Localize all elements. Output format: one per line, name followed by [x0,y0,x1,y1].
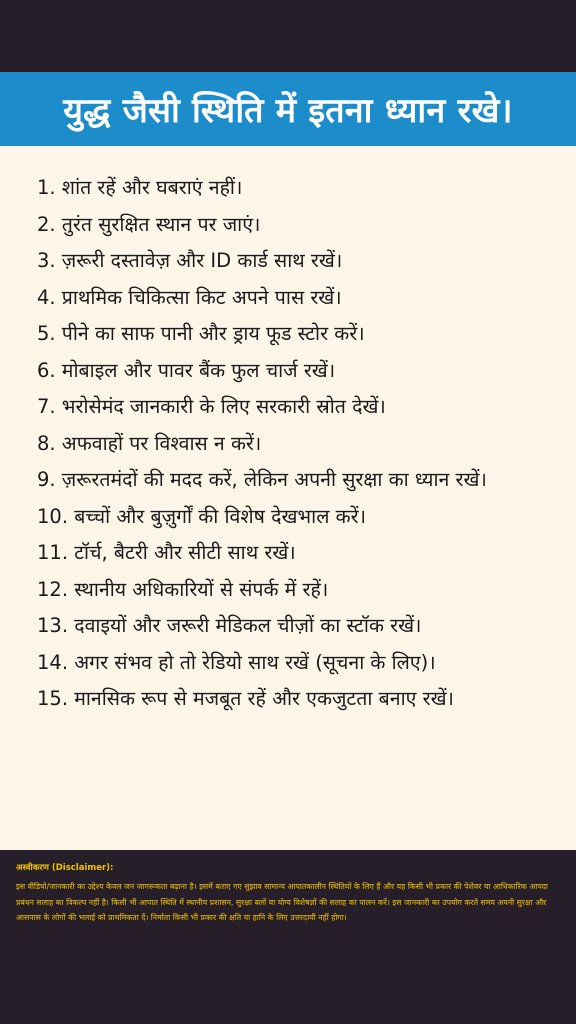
tip-item: 14. अगर संभव हो तो रेडियो साथ रखें (सूचना के लिए)। [37,650,436,674]
tip-item: 7. भरोसेमंद जानकारी के लिए सरकारी स्रोत देखें। [37,395,386,418]
tip-item: 15. मानसिक रूप से मजबूत रहें और एकजुटता बनाए रखें। [37,687,454,710]
tips-list [37,170,567,718]
tip-item: 1. शांत रहें और घबराएं नहीं। [37,176,243,199]
tip-item: 6. मोबाइल और पावर बैंक फुल चार्ज रखें। [37,358,336,382]
disclaimer-title: अस्वीकरण (Disclaimer): [16,863,114,873]
tip-item: 12. स्थानीय अधिकारियों से संपर्क में रहें। [37,577,329,601]
tip-item: 13. दवाइयों और जरूरी मेडिकल चीज़ों का स्टॉक रखें। [37,614,422,637]
tip-item: 11. टॉर्च, बैटरी और सीटी साथ रखें। [37,541,296,564]
tip-item: 2. तुरंत सुरक्षित स्थान पर जाएं। [37,212,261,236]
tips-panel [0,146,576,850]
page-title: युद्ध जैसी स्थिति में इतना ध्यान रखे। [63,91,513,131]
tip-item: 9. ज़रूरतमंदों की मदद करें, लेकिन अपनी सुरक्षा का ध्यान रखें। [37,468,487,491]
disclaimer-text: इस वीडियो/जानकारी का उद्देश्य केवल जन जागरूकता बढ़ाना है। इसमें बताए गए सुझाव सामान्य आपातकालीन स्थितियों के लिए हैं और यह किसी भी प्रकार की पेशेवर या आधिकारिक आपदा प्रबंधन सलाह का विकल्प नहीं है। किसी भी आपात स्थिति में स्थानीय प्रशासन, सुरक्षा बलों या योग्य विशेषज्ञों की सलाह का पालन करें। इस जानकारी का उपयोग करते समय अपनी सुरक्षा और आसपास के लोगों की भलाई को प्राथमिकता दें। निर्माता किसी भी प्रकार की क्षति या हानि के लिए उत्तरदायी नहीं होगा। [16,882,548,922]
top-dark-band [0,0,576,72]
tip-item: 3. ज़रूरी दस्तावेज़ और ID कार्ड साथ रखें। [37,249,343,272]
tip-item: 5. पीने का साफ पानी और ड्राय फूड स्टोर करें। [37,322,365,345]
tip-item: 10. बच्चों और बुज़ुर्गों की विशेष देखभाल करें। [37,504,366,528]
title-banner [0,72,576,146]
disclaimer-section [0,850,576,1024]
tip-item: 8. अफवाहों पर विश्वास न करें। [37,431,262,455]
tip-item: 4. प्राथमिक चिकित्सा किट अपने पास रखें। [37,285,342,309]
